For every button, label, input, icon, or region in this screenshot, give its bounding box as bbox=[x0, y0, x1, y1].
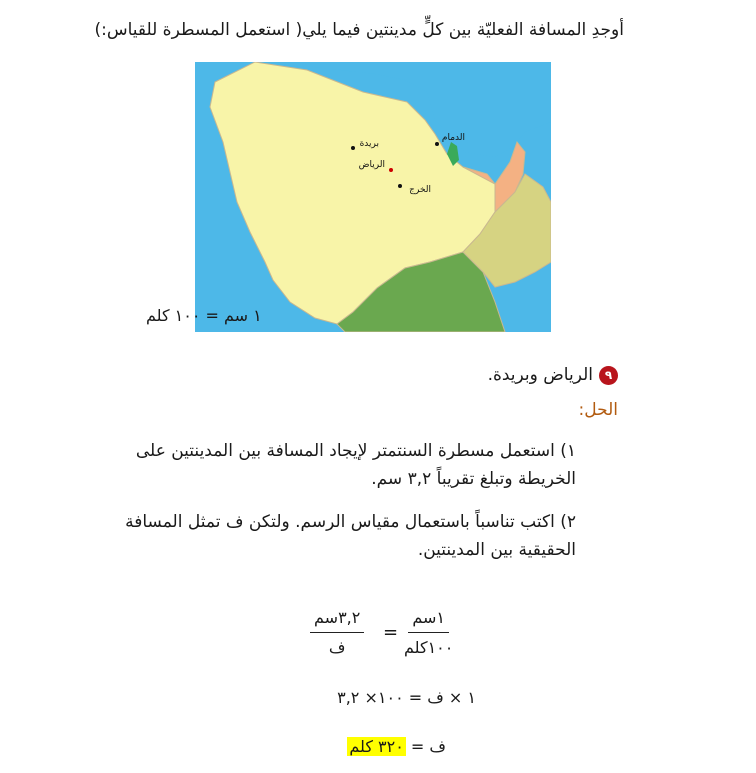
answer-highlight: ٣٢٠ كلم bbox=[349, 737, 404, 756]
map-image bbox=[195, 62, 551, 332]
step-1-line-1: ١) استعمل مسطرة السنتمتر لإيجاد المسافة بين المدينتين على bbox=[135, 441, 576, 461]
fraction-right bbox=[404, 608, 453, 657]
fraction-right-numerator: ١سم bbox=[408, 608, 449, 633]
fraction-left-numerator: ٣,٢سم bbox=[310, 608, 364, 633]
item-text: الرياض وبريدة. bbox=[487, 365, 593, 385]
equals-sign: = bbox=[383, 622, 399, 643]
city-label-riyadh: الرياض bbox=[358, 160, 385, 170]
item-number-badge: ٩ bbox=[599, 366, 618, 385]
step-2-line-1: ٢) اكتب تناسباً باستعمال مقياس الرسم. ولتكن ف تمثل المسافة bbox=[125, 512, 576, 532]
city-label-kharj: الخرج bbox=[409, 185, 431, 195]
solution-label: الحل: bbox=[578, 400, 618, 420]
fraction-left-denominator: ف bbox=[328, 638, 346, 657]
city-label-buraidah: بريدة bbox=[359, 139, 379, 149]
equation-cross-multiply: ١ × ف = ١٠٠× ٣,٢ bbox=[337, 688, 476, 707]
city-label-dammam: الدمام bbox=[441, 133, 465, 143]
equation-result bbox=[347, 737, 446, 756]
fraction-right-denominator: ١٠٠كلم bbox=[404, 638, 454, 657]
step-1-line-2: الخريطة وتبلغ تقريباً ٣,٢ سم. bbox=[371, 469, 576, 489]
equation-result-prefix: ف = bbox=[405, 737, 446, 756]
fraction-left bbox=[310, 608, 364, 657]
scale-text: ١ سم = ١٠٠ كلم bbox=[146, 306, 262, 325]
item-line bbox=[488, 365, 618, 385]
question-text: أوجدِ المسافة الفعليّة بين كلٍّ مدينتين فيما يلي( استعمل المسطرة للقياس:) bbox=[94, 20, 624, 40]
step-2-line-2: الحقيقية بين المدينتين. bbox=[417, 540, 576, 560]
